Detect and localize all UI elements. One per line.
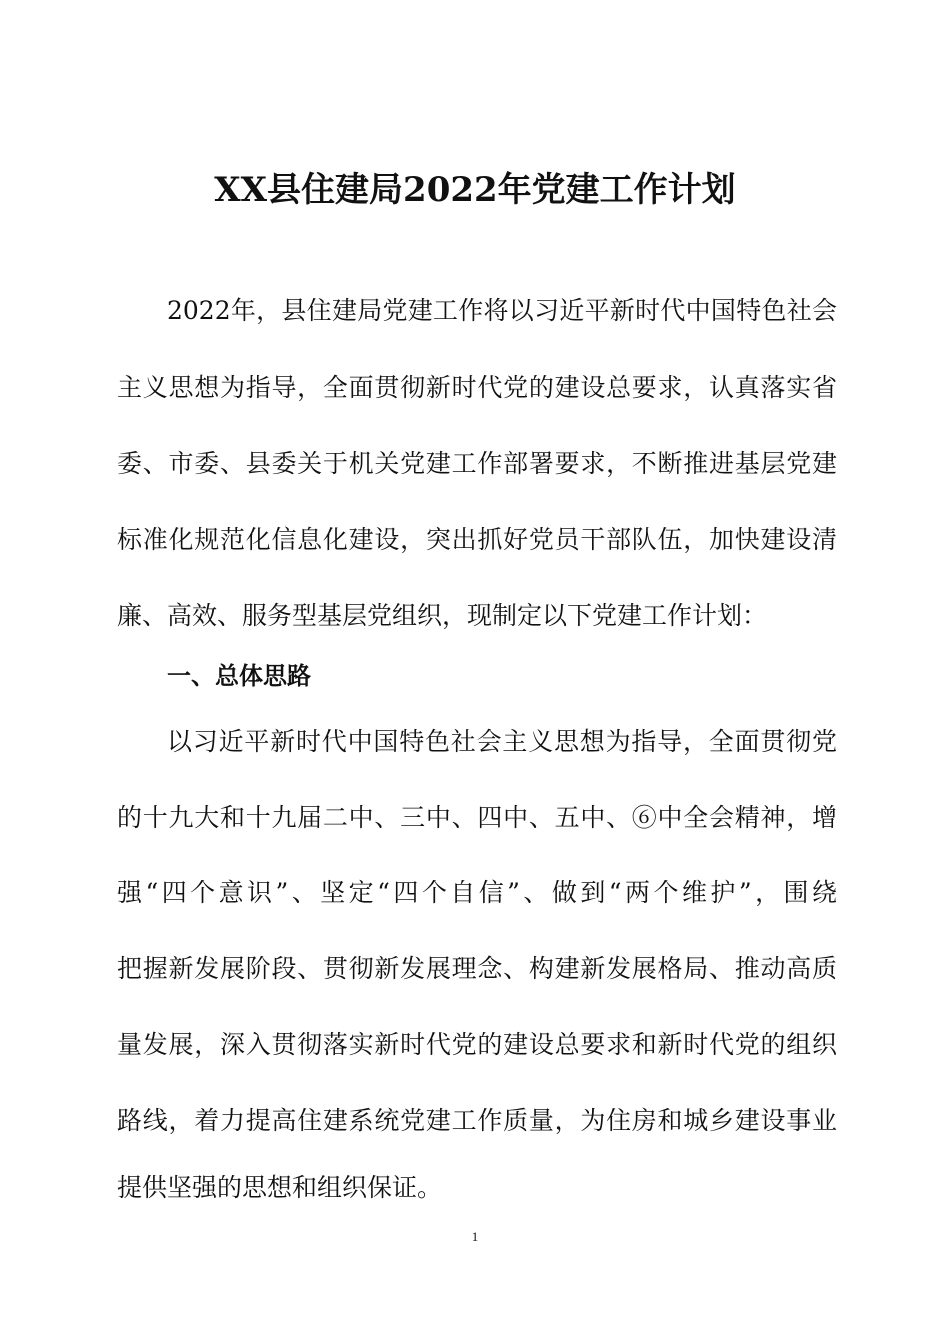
paragraph-line: 委、市委、县委关于机关党建工作部署要求，不断推进基层党建 xyxy=(117,449,837,478)
paragraph-line: 路线，着力提高住建系统党建工作质量，为住房和城乡建设事业 xyxy=(117,1106,837,1135)
paragraph-line: 2022年，县住建局党建工作将以习近平新时代中国特色社会 xyxy=(167,296,837,325)
paragraph-line: 把握新发展阶段、贯彻新发展理念、构建新发展格局、推动高质 xyxy=(117,954,837,983)
paragraph-line: 强“四个意识”、坚定“四个自信”、做到“两个维护”，围绕 xyxy=(117,878,837,907)
paragraph-line: 量发展，深入贯彻落实新时代党的建设总要求和新时代党的组织 xyxy=(117,1030,837,1059)
section-heading: 一、总体思路 xyxy=(167,662,311,690)
paragraph-line: 提供坚强的思想和组织保证。 xyxy=(117,1173,443,1202)
paragraph-line: 的十九大和十九届二中、三中、四中、五中、⑥中全会精神，增 xyxy=(117,803,837,832)
paragraph-line: 主义思想为指导，全面贯彻新时代党的建设总要求，认真落实省 xyxy=(117,373,837,402)
paragraph-line: 廉、高效、服务型基层党组织，现制定以下党建工作计划： xyxy=(117,601,768,630)
paragraph-line: 标准化规范化信息化建设，突出抓好党员干部队伍，加快建设清 xyxy=(117,525,837,554)
paragraph-line: 以习近平新时代中国特色社会主义思想为指导，全面贯彻党 xyxy=(167,727,837,756)
document-title: XX县住建局2022年党建工作计划 xyxy=(214,170,736,210)
page-number: 1 xyxy=(471,1229,479,1244)
